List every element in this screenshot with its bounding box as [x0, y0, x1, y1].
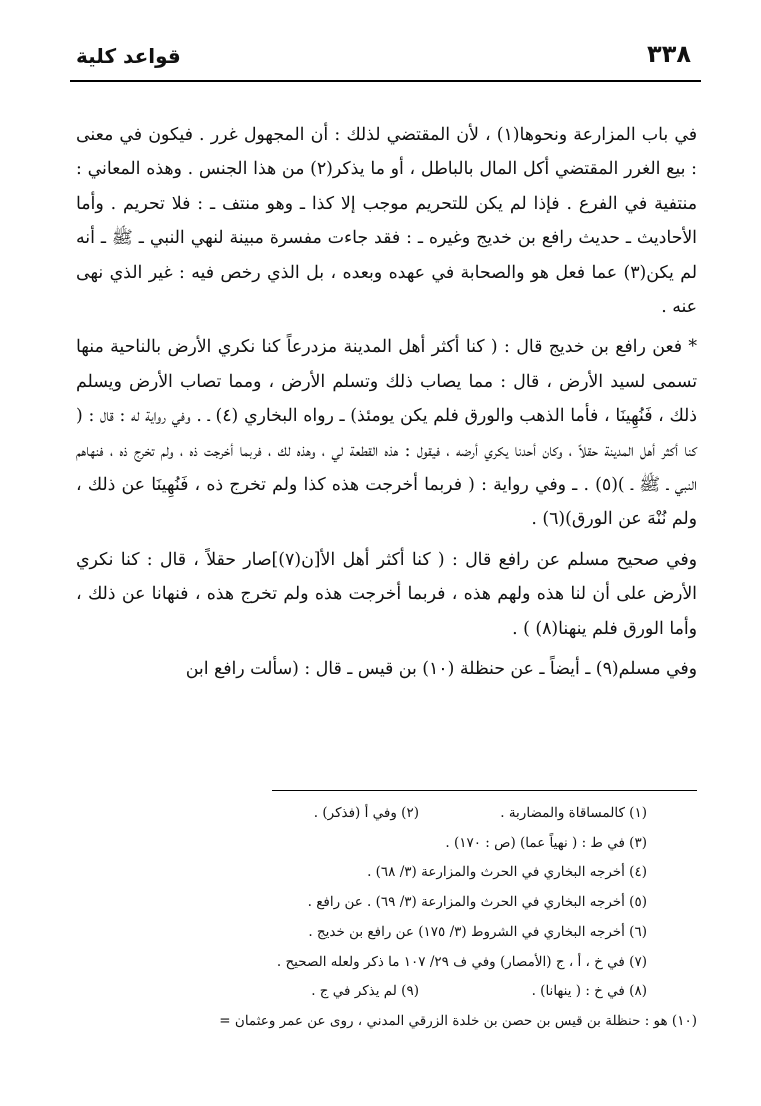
footnote-row	[76, 977, 697, 1007]
paragraph-3: وفي صحيح مسلم عن رافع قال : ( كنا أكثر أهل الأ[ن(٧)]صار حقلاً ، قال : كنا نكري الأرض على أن لنا هذه ولهم هذه ، فربما أخرجت هذه ولم تخرج هذه ، فنهانا عن ذلك ، وأما الورق فلم ينهنا(٨) ) .	[76, 549, 697, 639]
header-rule	[70, 80, 701, 82]
footnote-3: (٣) في ط : ( نهياً عما) (ص : ١٧٠) .	[445, 834, 647, 851]
footnote-2: (٢) وفي أ (فذكر) .	[313, 805, 419, 821]
footnote-10: (١٠) هو : حنظلة بن قيس بن حصن بن خلدة الزرقي المدني ، روى عن عمر وعثمان =	[219, 1012, 697, 1029]
paragraph-4: وفي مسلم(٩) ـ أيضاً ـ عن حنظلة (١٠) بن قيس ـ قال : (سألت رافع ابن	[185, 659, 697, 680]
footnote-1: (١) كالمساقاة والمضاربة .	[500, 805, 647, 821]
running-title: قواعد كلية	[76, 44, 181, 68]
paragraph-1: في باب المزارعة ونحوها(١) ، لأن المقتضي لذلك : أن المجهول غرر . فيكون في معنى : بيع الغرر المقتضي أكل المال بالباطل ، أو ما يذكر(٢) من هذا الجنس . وهذه المعاني : منتفية في الفرع . فإذا لم يكن للتحريم موجب إلا كذا ـ وهو منتف ـ : فلا تحريم . وأما الأحاديث ـ حديث رافع بن خديج وغيره ـ : فقد جاءت مفسرة مبينة لنهي النبي ـ ﷺ ـ أنه لم يكن(٣) عما فعل هو والصحابة في عهده وبعده ، بل الذي رخص فيه : غير الذي نهى عنه .	[76, 125, 697, 318]
footnote-row	[76, 799, 697, 829]
footnote-8: (٨) في خ : ( ينهانا) .	[531, 983, 647, 1000]
footnote-5: (٥) أخرجه البخاري في الحرث والمزارعة (٣/ ٦٩) . عن رافع .	[307, 894, 647, 911]
footnote-6: (٦) أخرجه البخاري في الشروط (٣/ ١٧٥) عن رافع بن خديج .	[308, 923, 647, 940]
footnote-9: (٩) لم يذكر في ج .	[311, 983, 419, 1000]
paragraph-2: * فعن رافع بن خديج قال : ( كنا أكثر أهل المدينة مزدرعاً كنا نكري الأرض بالناحية منها تسمى لسيد الأرض ، قال : مما يصاب ذلك وتسلم الأرض ، ومما تصاب الأرض ويسلم ذلك ، فَنُهِينَا ، فأما الذهب والورق فلم يكن يومئذ) ـ رواه البخاري (٤) ـ . وفي رواية له : قال : ( كنا أكثر أهل المدينة حقلاً ، وكان أحدنا يكري أرضه ، فيقول : هذه القطعة لي ، وهذه لك ، فربما أخرجت ذه ، ولم تخرج ذه ، فنهاهم النبي ـ ﷺ ـ )(٥) . ـ وفي رواية : ( فربما أخرجت هذه كذا ولم تخرج ذه ، فَنُهِينَا عن ذلك ، ولم نُنْهَ عن الورق)(٦) .	[76, 337, 697, 530]
footnote-4: (٤) أخرجه البخاري في الحرث والمزارعة (٣/ ٦٨) .	[367, 864, 647, 881]
page-number: ٣٣٨	[647, 40, 691, 68]
footnote-7: (٧) في خ ، أ ، ج (الأمصار) وفي ف ٢٩/ ١٠٧ ما ذكر ولعله الصحيح .	[276, 953, 647, 970]
footnote-rule	[272, 790, 697, 791]
footnotes	[76, 799, 697, 1037]
main-text	[76, 118, 697, 687]
